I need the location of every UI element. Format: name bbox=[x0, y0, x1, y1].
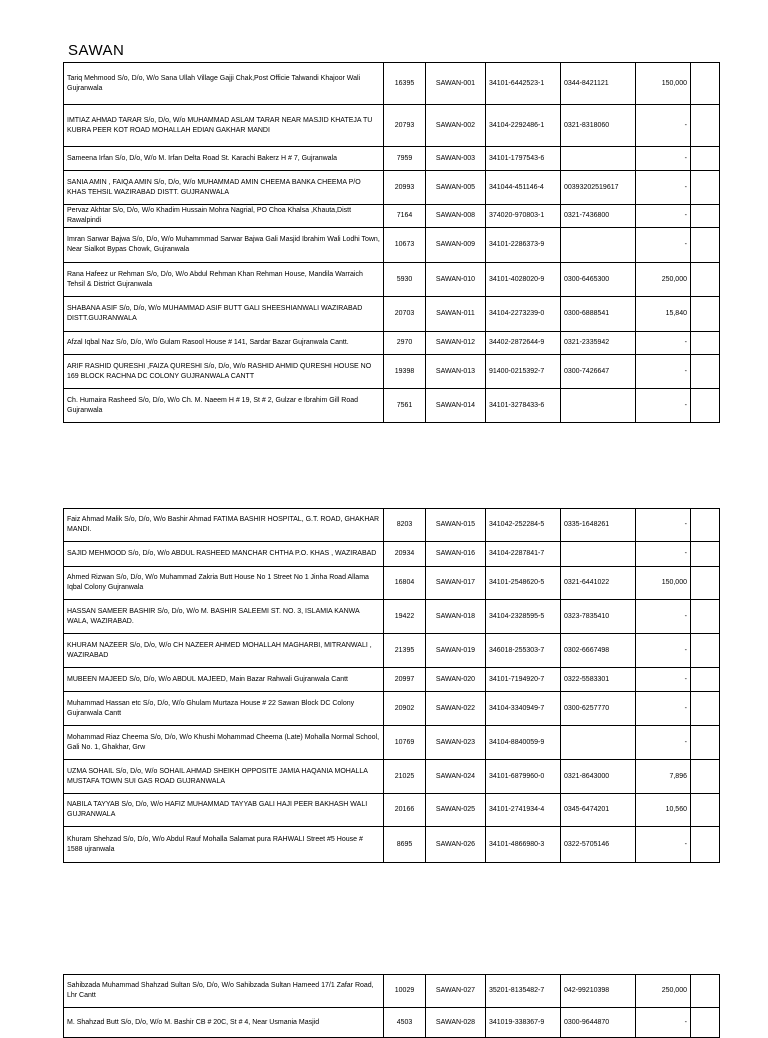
record-code: 10673 bbox=[384, 228, 426, 263]
table-row bbox=[64, 726, 720, 760]
amount-value: - bbox=[636, 600, 691, 634]
table-row bbox=[64, 600, 720, 634]
table-row bbox=[64, 509, 720, 542]
empty-cell bbox=[691, 975, 720, 1008]
phone-number: 0300-6888541 bbox=[561, 297, 636, 332]
holder-name-address: M. Shahzad Butt S/o, D/o, W/o M. Bashir CB # 20C, St # 4, Near Usmania Masjid bbox=[64, 1008, 384, 1038]
records-table-1 bbox=[63, 62, 720, 423]
phone-number: 0344-8421121 bbox=[561, 63, 636, 105]
reference-number: SAWAN-002 bbox=[426, 105, 486, 147]
record-code: 21395 bbox=[384, 634, 426, 668]
holder-name-address: Ahmed Rizwan S/o, D/o, W/o Muhammad Zakria Butt House No 1 Street No 1 Jinha Road Allama Iqbal Colony Gujranwala bbox=[64, 567, 384, 600]
amount-value: - bbox=[636, 692, 691, 726]
record-code: 20703 bbox=[384, 297, 426, 332]
empty-cell bbox=[691, 205, 720, 228]
reference-number: SAWAN-001 bbox=[426, 63, 486, 105]
holder-name-address: IMTIAZ AHMAD TARAR S/o, D/o, W/o MUHAMMAD ASLAM TARAR NEAR MASJID KHATEJA TU KUBRA PEER KOT ROAD MOHALLAH EDIAN GAKHAR MANDI bbox=[64, 105, 384, 147]
table-row bbox=[64, 105, 720, 147]
empty-cell bbox=[691, 760, 720, 794]
cnic-number: 374020-970803-1 bbox=[486, 205, 561, 228]
cnic-number: 34101-6879960-0 bbox=[486, 760, 561, 794]
holder-name-address: Afzal Iqbal Naz S/o, D/o, W/o Gulam Rasool House # 141, Sardar Bazar Gujranwala Cantt. bbox=[64, 332, 384, 355]
table-row bbox=[64, 332, 720, 355]
cnic-number: 34101-3278433-6 bbox=[486, 389, 561, 423]
holder-name-address: Tariq Mehmood S/o, D/o, W/o Sana Ullah Village Gajji Chak,Post Officie Talwandi Khajoor Wali Gujranwala bbox=[64, 63, 384, 105]
reference-number: SAWAN-008 bbox=[426, 205, 486, 228]
record-code: 20997 bbox=[384, 668, 426, 692]
holder-name-address: KHURAM NAZEER S/o, D/o, W/o CH NAZEER AHMED MOHALLAH MAGHARBI, MITRANWALI , WAZIRABAD bbox=[64, 634, 384, 668]
phone-number: 0323-7835410 bbox=[561, 600, 636, 634]
table-row bbox=[64, 567, 720, 600]
reference-number: SAWAN-028 bbox=[426, 1008, 486, 1038]
cnic-number: 34104-8840059-9 bbox=[486, 726, 561, 760]
table-row bbox=[64, 263, 720, 297]
empty-cell bbox=[691, 1008, 720, 1038]
holder-name-address: Mohammad Riaz Cheema S/o, D/o, W/o Khushi Mohammad Cheema (Late) Mohalla Normal School, Gali No. 1, Ghakhar, Grw bbox=[64, 726, 384, 760]
cnic-number: 35201-8135482-7 bbox=[486, 975, 561, 1008]
amount-value: 150,000 bbox=[636, 567, 691, 600]
empty-cell bbox=[691, 509, 720, 542]
reference-number: SAWAN-019 bbox=[426, 634, 486, 668]
record-code: 20902 bbox=[384, 692, 426, 726]
phone-number: 0321-2335942 bbox=[561, 332, 636, 355]
record-code: 10029 bbox=[384, 975, 426, 1008]
empty-cell bbox=[691, 389, 720, 423]
records-table-2 bbox=[63, 508, 720, 863]
empty-cell bbox=[691, 827, 720, 863]
record-code: 4503 bbox=[384, 1008, 426, 1038]
empty-cell bbox=[691, 355, 720, 389]
phone-number: 042-99210398 bbox=[561, 975, 636, 1008]
phone-number: 0322-5705146 bbox=[561, 827, 636, 863]
holder-name-address: Rana Hafeez ur Rehman S/o, D/o, W/o Abdul Rehman Khan Rehman House, Mandila Warraich Tehsil & District Gujranwala bbox=[64, 263, 384, 297]
amount-value: - bbox=[636, 509, 691, 542]
holder-name-address: SAJID MEHMOOD S/o, D/o, W/o ABDUL RASHEED MANCHAR CHTHA P.O. KHAS , WAZIRABAD bbox=[64, 542, 384, 567]
table-row bbox=[64, 542, 720, 567]
record-code: 7164 bbox=[384, 205, 426, 228]
empty-cell bbox=[691, 600, 720, 634]
reference-number: SAWAN-022 bbox=[426, 692, 486, 726]
amount-value: - bbox=[636, 228, 691, 263]
holder-name-address: NABILA TAYYAB S/o, D/o, W/o HAFIZ MUHAMMAD TAYYAB GALI HAJI PEER BAKHASH WALI GUJRANWALA bbox=[64, 794, 384, 827]
phone-number: 0321-8643000 bbox=[561, 760, 636, 794]
amount-value: - bbox=[636, 1008, 691, 1038]
empty-cell bbox=[691, 297, 720, 332]
amount-value: 10,560 bbox=[636, 794, 691, 827]
holder-name-address: ARIF RASHID QURESHI ,FAIZA QURESHI S/o, D/o, W/o RASHID AHMID QURESHI HOUSE NO 169 BLOCK RACHNA DC COLONY GUJRANWALA CANTT bbox=[64, 355, 384, 389]
empty-cell bbox=[691, 171, 720, 205]
empty-cell bbox=[691, 263, 720, 297]
reference-number: SAWAN-009 bbox=[426, 228, 486, 263]
phone-number: 0321-8318060 bbox=[561, 105, 636, 147]
holder-name-address: SHABANA ASIF S/o, D/o, W/o MUHAMMAD ASIF BUTT GALI SHEESHIANWALI WAZIRABAD DISTT.GUJRANWALA bbox=[64, 297, 384, 332]
phone-number: 0335-1648261 bbox=[561, 509, 636, 542]
holder-name-address: Faiz Ahmad Malik S/o, D/o, W/o Bashir Ahmad FATIMA BASHIR HOSPITAL, G.T. ROAD, GHAKHAR MANDI. bbox=[64, 509, 384, 542]
cnic-number: 341044-451146-4 bbox=[486, 171, 561, 205]
reference-number: SAWAN-023 bbox=[426, 726, 486, 760]
phone-number: 0321-7436800 bbox=[561, 205, 636, 228]
cnic-number: 34104-2273239-0 bbox=[486, 297, 561, 332]
cnic-number: 34104-2287841-7 bbox=[486, 542, 561, 567]
table-row bbox=[64, 975, 720, 1008]
holder-name-address: Sameena Irfan S/o, D/o, W/o M. Irfan Delta Road St. Karachi Bakerz H # 7, Gujranwala bbox=[64, 147, 384, 171]
phone-number bbox=[561, 228, 636, 263]
holder-name-address: Imran Sarwar Bajwa S/o, D/o, W/o Muhammmad Sarwar Bajwa Gali Masjid Ibrahim Wali Lodhi Town, Near Sialkot Bypas Chowk, Gujranwala bbox=[64, 228, 384, 263]
records-table-3 bbox=[63, 974, 720, 1038]
amount-value: - bbox=[636, 332, 691, 355]
table-row bbox=[64, 297, 720, 332]
empty-cell bbox=[691, 692, 720, 726]
holder-name-address: Muhammad Hassan etc S/o, D/o, W/o Ghulam Murtaza House # 22 Sawan Block DC Colony Gujranwala Cantt bbox=[64, 692, 384, 726]
cnic-number: 34104-3340949-7 bbox=[486, 692, 561, 726]
phone-number: 00393202519617 bbox=[561, 171, 636, 205]
holder-name-address: Ch. Humaira Rasheed S/o, D/o, W/o Ch. M. Naeem H # 19, St # 2, Gulzar e Ibrahim Gill Road Gujranwala bbox=[64, 389, 384, 423]
holder-name-address: SANIA AMIN , FAIQA AMIN S/o, D/o, W/o MUHAMMAD AMIN CHEEMA BANKA CHEEMA P/O KHAS TEHSIL WAZIRABAD DISTT. GUJRANWALA bbox=[64, 171, 384, 205]
record-code: 21025 bbox=[384, 760, 426, 794]
cnic-number: 91400-0215392-7 bbox=[486, 355, 561, 389]
reference-number: SAWAN-024 bbox=[426, 760, 486, 794]
empty-cell bbox=[691, 105, 720, 147]
phone-number bbox=[561, 147, 636, 171]
holder-name-address: MUBEEN MAJEED S/o, D/o, W/o ABDUL MAJEED, Main Bazar Rahwali Gujranwala Cantt bbox=[64, 668, 384, 692]
amount-value: 250,000 bbox=[636, 975, 691, 1008]
reference-number: SAWAN-017 bbox=[426, 567, 486, 600]
amount-value: - bbox=[636, 147, 691, 171]
reference-number: SAWAN-015 bbox=[426, 509, 486, 542]
empty-cell bbox=[691, 147, 720, 171]
amount-value: - bbox=[636, 171, 691, 205]
reference-number: SAWAN-027 bbox=[426, 975, 486, 1008]
record-code: 5930 bbox=[384, 263, 426, 297]
table-row bbox=[64, 228, 720, 263]
record-code: 19422 bbox=[384, 600, 426, 634]
table-row bbox=[64, 205, 720, 228]
amount-value: 7,896 bbox=[636, 760, 691, 794]
holder-name-address: Pervaz Akhtar S/o, D/o, W/o Khadim Hussain Mohra Nagrial, PO Choa Khalsa ,Khauta,Distt Rawalpindi bbox=[64, 205, 384, 228]
amount-value: - bbox=[636, 634, 691, 668]
amount-value: - bbox=[636, 205, 691, 228]
table-row bbox=[64, 634, 720, 668]
amount-value: - bbox=[636, 827, 691, 863]
holder-name-address: Sahibzada Muhammad Shahzad Sultan S/o, D/o, W/o Sahibzada Sultan Hameed 17/1 Zafar Road, Lhr Cantt bbox=[64, 975, 384, 1008]
cnic-number: 34101-6442523-1 bbox=[486, 63, 561, 105]
cnic-number: 341042-252284-5 bbox=[486, 509, 561, 542]
reference-number: SAWAN-018 bbox=[426, 600, 486, 634]
cnic-number: 34104-2328595-5 bbox=[486, 600, 561, 634]
cnic-number: 34402-2872644-9 bbox=[486, 332, 561, 355]
phone-number: 0345-6474201 bbox=[561, 794, 636, 827]
empty-cell bbox=[691, 63, 720, 105]
amount-value: - bbox=[636, 389, 691, 423]
empty-cell bbox=[691, 567, 720, 600]
holder-name-address: UZMA SOHAIL S/o, D/o, W/o SOHAIL AHMAD SHEIKH OPPOSITE JAMIA HAQANIA MOHALLA MUSTAFA TOWN SUI GAS ROAD GUJRANWALA bbox=[64, 760, 384, 794]
amount-value: 150,000 bbox=[636, 63, 691, 105]
record-code: 8203 bbox=[384, 509, 426, 542]
reference-number: SAWAN-014 bbox=[426, 389, 486, 423]
reference-number: SAWAN-005 bbox=[426, 171, 486, 205]
record-code: 7959 bbox=[384, 147, 426, 171]
record-code: 19398 bbox=[384, 355, 426, 389]
empty-cell bbox=[691, 726, 720, 760]
table-row bbox=[64, 668, 720, 692]
empty-cell bbox=[691, 634, 720, 668]
record-code: 7561 bbox=[384, 389, 426, 423]
cnic-number: 34104-2292486-1 bbox=[486, 105, 561, 147]
cnic-number: 34101-2548620-5 bbox=[486, 567, 561, 600]
table-row bbox=[64, 760, 720, 794]
amount-value: - bbox=[636, 542, 691, 567]
reference-number: SAWAN-012 bbox=[426, 332, 486, 355]
table-row bbox=[64, 1008, 720, 1038]
table-row bbox=[64, 63, 720, 105]
empty-cell bbox=[691, 542, 720, 567]
reference-number: SAWAN-025 bbox=[426, 794, 486, 827]
table-row bbox=[64, 389, 720, 423]
phone-number bbox=[561, 726, 636, 760]
amount-value: - bbox=[636, 355, 691, 389]
table-row bbox=[64, 171, 720, 205]
amount-value: - bbox=[636, 105, 691, 147]
cnic-number: 346018-255303-7 bbox=[486, 634, 561, 668]
phone-number bbox=[561, 389, 636, 423]
reference-number: SAWAN-026 bbox=[426, 827, 486, 863]
empty-cell bbox=[691, 332, 720, 355]
empty-cell bbox=[691, 794, 720, 827]
page-title: SAWAN bbox=[68, 42, 125, 59]
cnic-number: 34101-7194920-7 bbox=[486, 668, 561, 692]
record-code: 20993 bbox=[384, 171, 426, 205]
reference-number: SAWAN-011 bbox=[426, 297, 486, 332]
record-code: 20166 bbox=[384, 794, 426, 827]
table-row bbox=[64, 692, 720, 726]
cnic-number: 34101-1797543-6 bbox=[486, 147, 561, 171]
phone-number: 0302-6667498 bbox=[561, 634, 636, 668]
reference-number: SAWAN-003 bbox=[426, 147, 486, 171]
cnic-number: 34101-4866980-3 bbox=[486, 827, 561, 863]
record-code: 16395 bbox=[384, 63, 426, 105]
cnic-number: 34101-4028020-9 bbox=[486, 263, 561, 297]
record-code: 8695 bbox=[384, 827, 426, 863]
phone-number: 0300-7426647 bbox=[561, 355, 636, 389]
reference-number: SAWAN-013 bbox=[426, 355, 486, 389]
phone-number: 0322-5583301 bbox=[561, 668, 636, 692]
phone-number: 0300-9644870 bbox=[561, 1008, 636, 1038]
record-code: 2970 bbox=[384, 332, 426, 355]
record-code: 20793 bbox=[384, 105, 426, 147]
cnic-number: 341019-338367-9 bbox=[486, 1008, 561, 1038]
amount-value: - bbox=[636, 726, 691, 760]
table-row bbox=[64, 794, 720, 827]
holder-name-address: HASSAN SAMEER BASHIR S/o, D/o, W/o M. BASHIR SALEEMI ST. NO. 3, ISLAMIA KANWA WALA, WAZIRABAD. bbox=[64, 600, 384, 634]
phone-number: 0300-6257770 bbox=[561, 692, 636, 726]
table-row bbox=[64, 147, 720, 171]
reference-number: SAWAN-010 bbox=[426, 263, 486, 297]
reference-number: SAWAN-016 bbox=[426, 542, 486, 567]
record-code: 16804 bbox=[384, 567, 426, 600]
amount-value: 250,000 bbox=[636, 263, 691, 297]
amount-value: 15,840 bbox=[636, 297, 691, 332]
holder-name-address: Khuram Shehzad S/o, D/o, W/o Abdul Rauf Mohalla Salamat pura RAHWALI Street #5 House # 1588 ujranwala bbox=[64, 827, 384, 863]
phone-number bbox=[561, 542, 636, 567]
record-code: 20934 bbox=[384, 542, 426, 567]
cnic-number: 34101-2286373-9 bbox=[486, 228, 561, 263]
phone-number: 0300-6465300 bbox=[561, 263, 636, 297]
amount-value: - bbox=[636, 668, 691, 692]
table-row bbox=[64, 827, 720, 863]
record-code: 10769 bbox=[384, 726, 426, 760]
empty-cell bbox=[691, 228, 720, 263]
phone-number: 0321-6441022 bbox=[561, 567, 636, 600]
cnic-number: 34101-2741934-4 bbox=[486, 794, 561, 827]
table-row bbox=[64, 355, 720, 389]
reference-number: SAWAN-020 bbox=[426, 668, 486, 692]
empty-cell bbox=[691, 668, 720, 692]
